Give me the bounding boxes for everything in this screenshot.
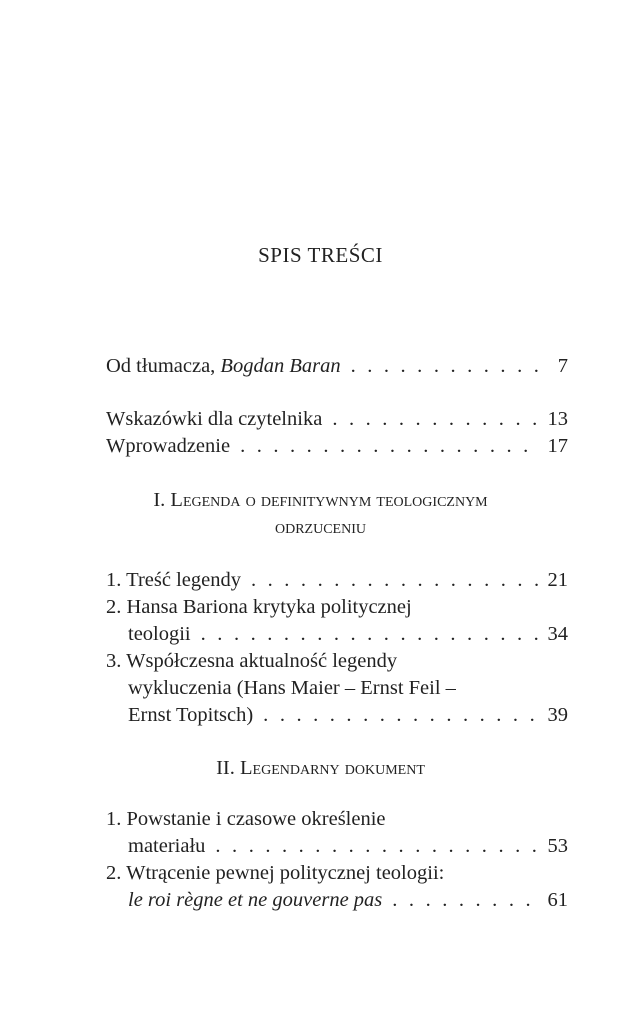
toc-page-number: 53 xyxy=(547,835,568,857)
toc-item-number: 2. xyxy=(106,596,122,618)
toc-entry-part1-item1[interactable] xyxy=(106,567,568,594)
dot-leader xyxy=(332,406,537,433)
toc-entry-introduction[interactable] xyxy=(106,433,568,460)
toc-entry-label: teologii xyxy=(128,623,191,645)
toc-entry-part2-item1-line1[interactable] xyxy=(106,806,386,833)
part-1-heading: I. Legenda o definitywnym teologicznym xyxy=(153,489,488,511)
toc-entry-reader-notes[interactable] xyxy=(106,406,568,433)
toc-entry-part2-item2[interactable] xyxy=(128,887,568,914)
toc-item-number: 1. xyxy=(106,569,122,591)
dot-leader xyxy=(240,433,537,460)
toc-entry-part2-item1[interactable] xyxy=(128,833,568,860)
dot-leader xyxy=(215,833,537,860)
toc-page-number: 34 xyxy=(547,623,568,645)
toc-entry-label: Ernst Topitsch) xyxy=(128,704,254,726)
toc-entry-part1-item2-line1[interactable] xyxy=(106,594,412,621)
toc-entry-text: Hansa Bariona krytyka politycznej xyxy=(126,596,412,618)
toc-page-number: 13 xyxy=(547,408,568,430)
page-title: SPIS TREŚCI xyxy=(258,243,383,267)
toc-item-number: 1. xyxy=(106,808,122,830)
toc-item-number: 2. xyxy=(106,862,122,884)
toc-entry-text: Powstanie i czasowe określenie xyxy=(126,808,386,830)
toc-page-number: 17 xyxy=(547,435,568,457)
toc-entry-label: Od tłumacza, Bogdan Baran xyxy=(106,355,341,377)
toc-page-number: 7 xyxy=(557,355,568,377)
toc-entry-part1-item3-line1[interactable] xyxy=(106,648,397,675)
toc-entry-text: Współczesna aktualność legendy xyxy=(126,650,398,672)
toc-entry-part1-item3[interactable] xyxy=(128,702,568,729)
dot-leader xyxy=(392,887,537,914)
dot-leader xyxy=(351,353,538,380)
dot-leader xyxy=(263,702,537,729)
toc-entry-part1-item2[interactable] xyxy=(128,621,568,648)
toc-entry-label: Wprowadzenie xyxy=(106,435,231,457)
toc-page-number: 39 xyxy=(547,704,568,726)
toc-entry-author: Bogdan Baran xyxy=(220,355,341,377)
part-2-heading: II. Legendarny dokument xyxy=(216,757,425,779)
dot-leader xyxy=(201,621,538,648)
dot-leader xyxy=(251,567,538,594)
toc-entry-part1-item3-line2[interactable]: wykluczenia (Hans Maier – Ernst Feil – xyxy=(128,677,456,699)
toc-entry-part2-item2-line1[interactable] xyxy=(106,860,444,887)
toc-page-number: 61 xyxy=(547,889,568,911)
toc-entry-label: materiału xyxy=(128,835,206,857)
toc-entry-translator[interactable] xyxy=(106,353,568,380)
toc-entry-label: le roi règne et ne gouverne pas xyxy=(128,889,383,911)
toc-page-number: 21 xyxy=(547,569,568,591)
toc-entry-label: Wskazówki dla czytelnika xyxy=(106,408,323,430)
part-1-heading-continued: odrzuceniu xyxy=(275,516,366,538)
toc-item-number: 3. xyxy=(106,650,122,672)
toc-entry-label: 1. Treść legendy xyxy=(106,569,241,591)
toc-entry-text: Wtrącenie pewnej politycznej teologii: xyxy=(126,862,445,884)
